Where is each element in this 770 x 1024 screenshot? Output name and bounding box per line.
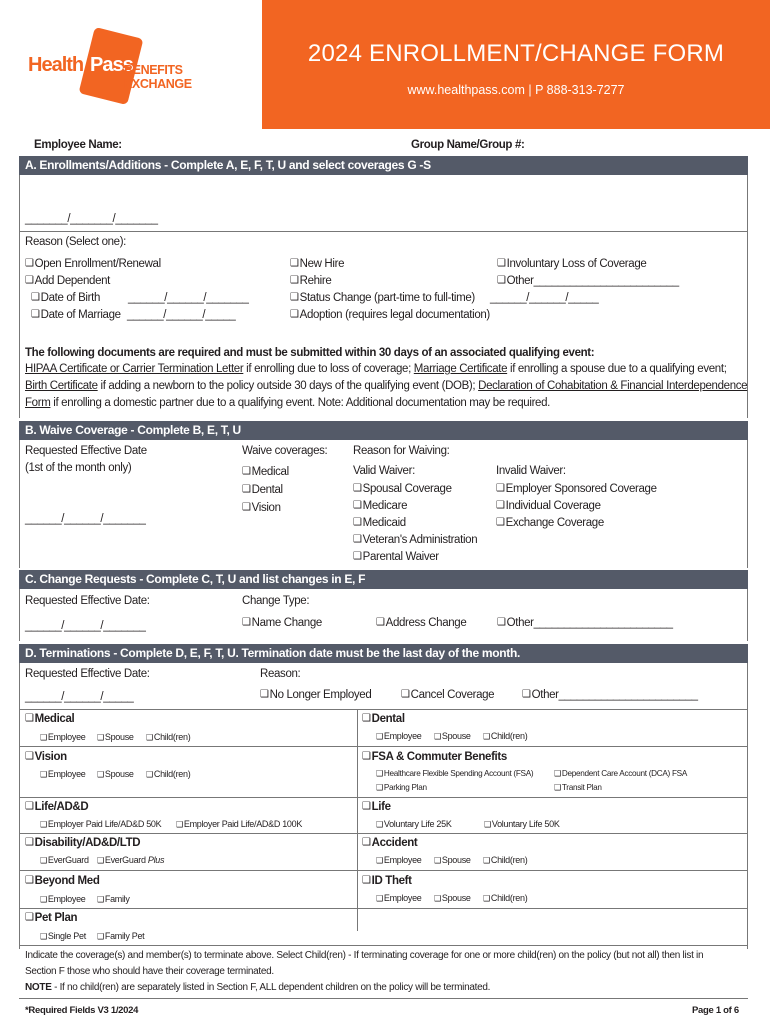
everguard-plus-label: EverGuard	[104, 855, 148, 865]
vision-checkbox[interactable]: ❑ Vision	[25, 751, 67, 763]
vision-spouse[interactable]: ❑ Spouse	[97, 769, 134, 779]
fsa-checkbox[interactable]: ❑ FSA & Commuter Benefits	[362, 751, 507, 763]
id-theft-children[interactable]: ❑ Child(ren)	[483, 893, 527, 903]
logo-exchange-text: BENEFITS EXCHANGE	[124, 63, 192, 91]
everguard[interactable]: ❑ EverGuard	[40, 855, 89, 865]
no-longer-employed-checkbox[interactable]: ❑ No Longer Employed	[260, 689, 371, 701]
reason-date-of-marriage[interactable]: ❑ Date of Marriage	[31, 309, 121, 321]
valid-parental[interactable]: ❑ Parental Waiver	[353, 551, 439, 563]
medical-spouse[interactable]: ❑ Spouse	[97, 732, 134, 742]
reason-date-of-birth[interactable]: ❑ Date of Birth	[31, 292, 100, 304]
dom-date-field[interactable]: ______/______/_____	[127, 309, 236, 321]
divider	[19, 833, 748, 834]
vision-employee[interactable]: ❑ Employee	[40, 769, 86, 779]
termination-note-line-2: Section F those who should have their coverage terminated.	[25, 966, 274, 977]
doc4-text: if enrolling a domestic partner due to a qualifying event. Note: Additional documentation may be required.	[50, 397, 550, 409]
c-date-field[interactable]: ______/______/_______	[25, 620, 146, 632]
fsa-dependent-care[interactable]: ❑ Dependent Care Account (DCA) FSA	[554, 769, 687, 778]
id-theft-checkbox[interactable]: ❑ ID Theft	[362, 875, 412, 887]
medical-checkbox[interactable]: ❑ Medical	[25, 713, 74, 725]
waive-vision[interactable]: ❑ Vision	[242, 502, 281, 514]
section-d-title: D. Terminations - Complete D, E, F, T, U. Termination date must be the last day of the month.	[19, 644, 748, 663]
divider	[19, 998, 748, 999]
healthpass-logo	[24, 30, 244, 100]
dental-spouse[interactable]: ❑ Spouse	[434, 731, 471, 741]
life-50k[interactable]: ❑ Voluntary Life 50K	[484, 819, 560, 829]
cohabitation-form-text: Declaration of Cohabitation & Financial Interdependence	[478, 380, 748, 392]
invalid-employer[interactable]: ❑ Employer Sponsored Coverage	[496, 483, 657, 495]
d-other-checkbox[interactable]: ❑ Other_______________________	[522, 689, 698, 701]
dental-children[interactable]: ❑ Child(ren)	[483, 731, 527, 741]
section-b-title: B. Waive Coverage - Complete B, E, T, U	[19, 421, 748, 440]
contact-line: www.healthpass.com | P 888-313-7277	[407, 83, 625, 97]
valid-waiver-label: Valid Waiver:	[353, 465, 415, 477]
divider	[19, 908, 748, 909]
required-fields-note: *Required Fields V3 1/2024	[25, 1005, 139, 1016]
waive-label: Waive coverages:	[242, 445, 328, 457]
valid-medicare[interactable]: ❑ Medicare	[353, 500, 407, 512]
accident-checkbox[interactable]: ❑ Accident	[362, 837, 417, 849]
divider	[19, 231, 748, 232]
reason-involuntary-loss[interactable]: ❑ Involuntary Loss of Coverage	[497, 258, 646, 270]
reason-other[interactable]: ❑ Other________________________	[497, 275, 679, 287]
d-date-field[interactable]: ______/______/_____	[25, 691, 134, 703]
disability-checkbox[interactable]: ❑ Disability/AD&D/LTD	[25, 837, 140, 849]
form-text: Form	[25, 397, 51, 409]
life-add-100k[interactable]: ❑ Employer Paid Life/AD&D 100K	[176, 819, 302, 829]
accident-employee[interactable]: ❑ Employee	[376, 855, 422, 865]
vision-children[interactable]: ❑ Child(ren)	[146, 769, 190, 779]
doc3-text: if adding a newborn to the policy outside 30 days of the qualifying event (DOB);	[97, 380, 479, 392]
invalid-individual[interactable]: ❑ Individual Coverage	[496, 500, 601, 512]
c-effective-label: Requested Effective Date:	[25, 595, 150, 607]
life-add-checkbox[interactable]: ❑ Life/AD&D	[25, 801, 88, 813]
b-effective-sub: (1st of the month only)	[25, 462, 132, 474]
waive-dental[interactable]: ❑ Dental	[242, 484, 283, 496]
reason-add-dependent[interactable]: ❑ Add Dependent	[25, 275, 110, 287]
form-title: 2024 ENROLLMENT/CHANGE FORM	[307, 40, 725, 67]
termination-note-line-3	[25, 982, 490, 993]
reason-adoption[interactable]: ❑ Adoption (requires legal documentation)	[290, 309, 490, 321]
page-number: Page 1 of 6	[692, 1005, 739, 1016]
b-date-field[interactable]: ______/______/_______	[25, 513, 146, 525]
note-label: NOTE	[25, 982, 52, 993]
change-type-label: Change Type:	[242, 595, 310, 607]
logo-health-text: Health	[28, 54, 84, 76]
group-name-label: Group Name/Group #:	[411, 139, 525, 151]
valid-veterans[interactable]: ❑ Veteran's Administration	[353, 534, 477, 546]
column-divider	[357, 709, 358, 931]
plus-italic: Plus	[147, 855, 165, 865]
valid-medicaid[interactable]: ❑ Medicaid	[353, 517, 406, 529]
birth-cert-text: Birth Certificate	[25, 380, 98, 392]
docs-line-2	[25, 380, 747, 392]
doc2-text: if enrolling a spouse due to a qualifying event;	[507, 363, 727, 375]
docs-heading: The following documents are required and must be submitted within 30 days of an associated qualifying event:	[25, 347, 595, 359]
divider	[19, 746, 748, 747]
doc1-text: if enrolling due to loss of coverage;	[243, 363, 414, 375]
beyond-med-checkbox[interactable]: ❑ Beyond Med	[25, 875, 100, 887]
d-effective-label: Requested Effective Date:	[25, 668, 150, 680]
reason-open-enrollment[interactable]: ❑ Open Enrollment/Renewal	[25, 258, 161, 270]
cancel-coverage-checkbox[interactable]: ❑ Cancel Coverage	[401, 689, 494, 701]
fsa-transit[interactable]: ❑ Transit Plan	[554, 783, 602, 792]
dob-date-field[interactable]: ______/______/_______	[128, 292, 249, 304]
fsa-parking[interactable]: ❑ Parking Plan	[376, 783, 427, 792]
marriage-cert-text: Marriage Certificate	[413, 363, 508, 375]
reason-status-change[interactable]: ❑ Status Change (part-time to full-time)	[290, 292, 475, 304]
note-text: - If no child(ren) are separately listed in Section F, ALL dependent children on the policy will be terminated.	[51, 982, 491, 993]
logo-pass-text: Pass	[90, 54, 133, 76]
invalid-waiver-label: Invalid Waiver:	[496, 465, 566, 477]
reason-rehire[interactable]: ❑ Rehire	[290, 275, 331, 287]
termination-note-line-1: Indicate the coverage(s) and member(s) to terminate above. Select Child(ren) - If terminating coverage for one or more child(ren) on the policy (but not all) then list in	[25, 950, 704, 961]
b-effective-label: Requested Effective Date	[25, 445, 147, 457]
accident-spouse[interactable]: ❑ Spouse	[434, 855, 471, 865]
employee-name-label: Employee Name:	[34, 139, 122, 151]
docs-line-1	[25, 363, 727, 375]
divider	[19, 797, 748, 798]
dental-checkbox[interactable]: ❑ Dental	[362, 713, 405, 725]
docs-line-3	[25, 397, 550, 409]
pet-single[interactable]: ❑ Single Pet	[40, 931, 86, 941]
reason-label: Reason (Select one):	[25, 236, 127, 248]
name-change-checkbox[interactable]: ❑ Name Change	[242, 617, 322, 629]
beyond-med-employee[interactable]: ❑ Employee	[40, 894, 86, 904]
invalid-exchange[interactable]: ❑ Exchange Coverage	[496, 517, 604, 529]
change-other-checkbox[interactable]: ❑ Other_______________________	[497, 617, 673, 629]
divider	[19, 870, 748, 871]
section-a-title: A. Enrollments/Additions - Complete A, E, F, T, U and select coverages G -S	[19, 156, 748, 175]
pet-family[interactable]: ❑ Family Pet	[97, 931, 144, 941]
divider	[19, 945, 748, 946]
beyond-med-family[interactable]: ❑ Family	[97, 894, 130, 904]
pet-plan-checkbox[interactable]: ❑ Pet Plan	[25, 912, 77, 924]
id-theft-spouse[interactable]: ❑ Spouse	[434, 893, 471, 903]
id-theft-employee[interactable]: ❑ Employee	[376, 893, 422, 903]
medical-employee[interactable]: ❑ Employee	[40, 732, 86, 742]
d-reason-label: Reason:	[260, 668, 301, 680]
hipaa-cert-text: HIPAA Certificate or Carrier Termination Letter	[25, 363, 244, 375]
valid-spousal[interactable]: ❑ Spousal Coverage	[353, 483, 452, 495]
reason-waiving-label: Reason for Waiving:	[353, 445, 450, 457]
status-date-field[interactable]: ______/______/_____	[490, 292, 599, 304]
life-checkbox[interactable]: ❑ Life	[362, 801, 391, 813]
medical-children[interactable]: ❑ Child(ren)	[146, 732, 190, 742]
section-a-date-field[interactable]: _______/_______/_______	[25, 213, 158, 225]
section-c-title: C. Change Requests - Complete C, T, U and list changes in E, F	[19, 570, 748, 589]
waive-medical[interactable]: ❑ Medical	[242, 466, 289, 478]
fsa-healthcare[interactable]: ❑ Healthcare Flexible Spending Account (FSA)	[376, 769, 533, 778]
accident-children[interactable]: ❑ Child(ren)	[483, 855, 527, 865]
reason-new-hire[interactable]: ❑ New Hire	[290, 258, 344, 270]
dental-employee[interactable]: ❑ Employee	[376, 731, 422, 741]
life-25k[interactable]: ❑ Voluntary Life 25K	[376, 819, 452, 829]
address-change-checkbox[interactable]: ❑ Address Change	[376, 617, 466, 629]
divider	[19, 709, 748, 710]
life-add-50k[interactable]: ❑ Employer Paid Life/AD&D 50K	[40, 819, 161, 829]
everguard-plus[interactable]	[97, 855, 164, 865]
